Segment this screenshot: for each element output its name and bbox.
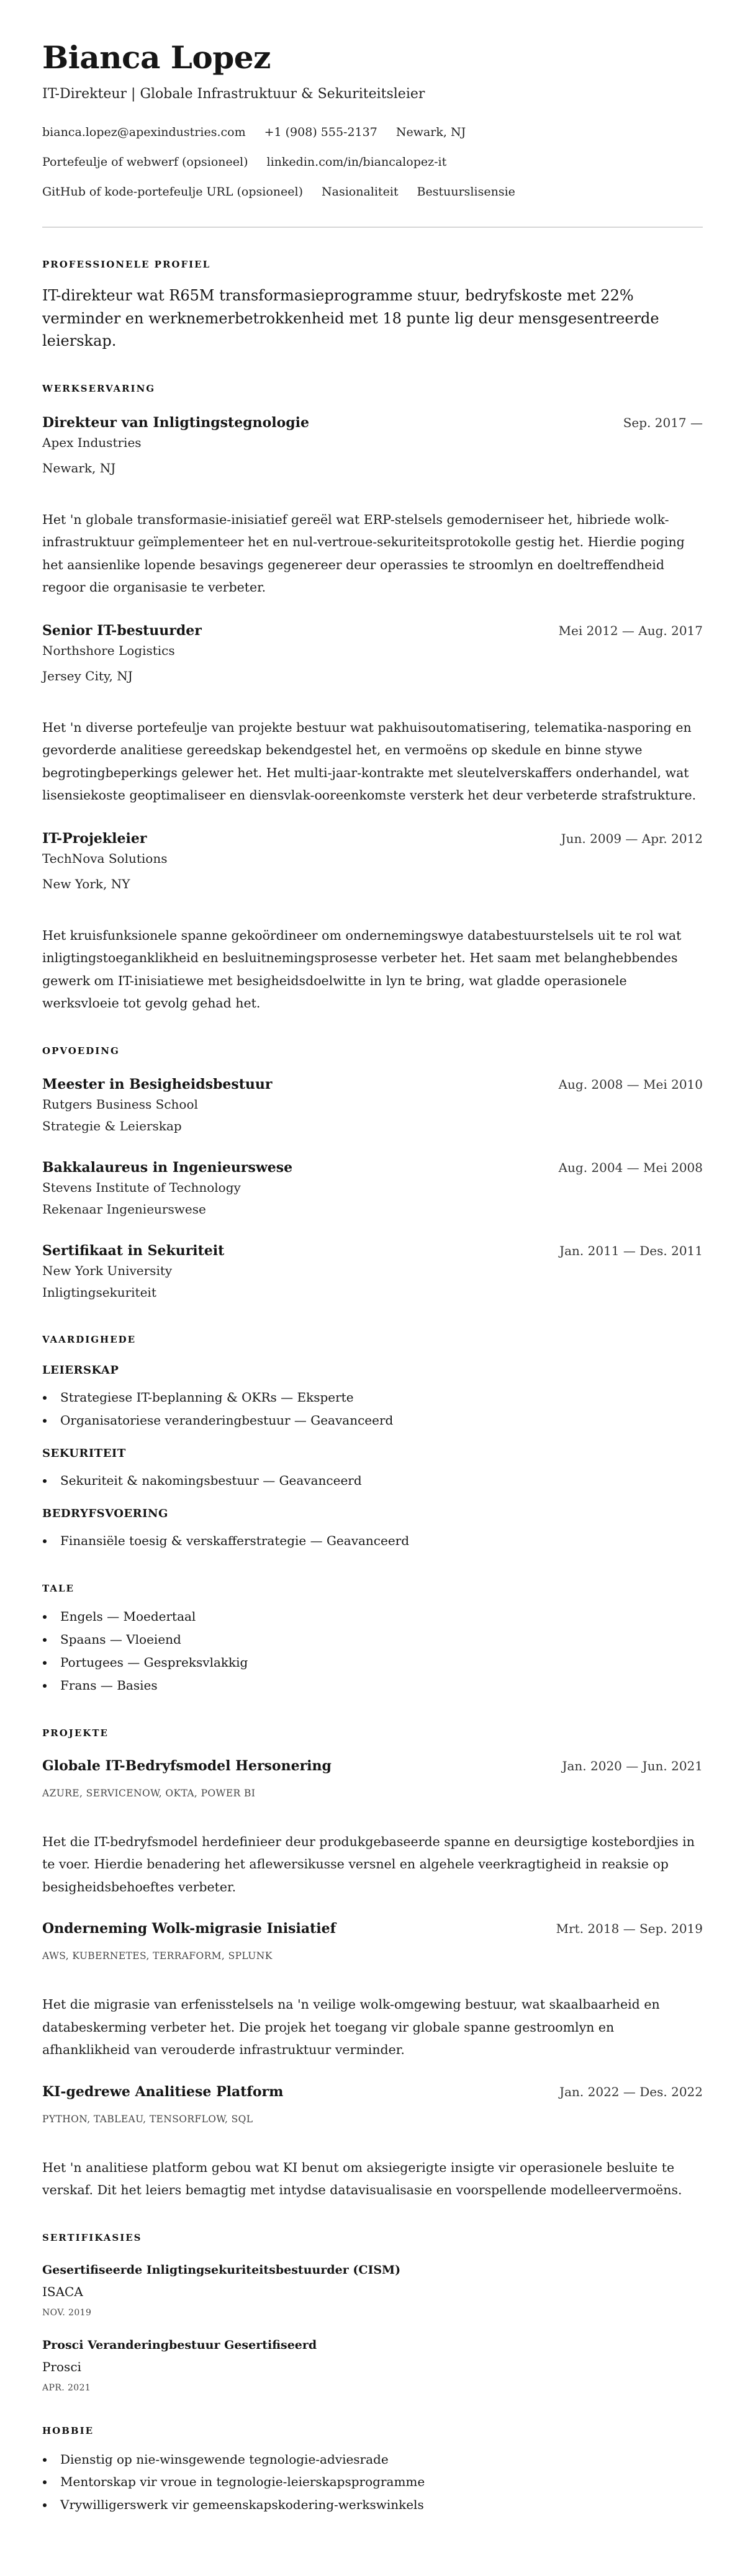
profile-section [42, 258, 703, 353]
contact-github[interactable]: GitHub of kode-portefeulje URL (opsioneel) [42, 185, 303, 199]
job-title: Direkteur van Inligtingstegnologie [42, 414, 310, 431]
education-entry [42, 1158, 703, 1220]
education-dates: Jan. 2011 — Des. 2011 [559, 1243, 703, 1258]
contact-nationality: Nasionaliteit [322, 185, 399, 199]
section-heading: WERKSERVARING [42, 382, 156, 394]
project-description: Het die IT-bedryfsmodel herdefinieer deur produkgebaseerde spanne en deursigtige kostebordjies in te voer. Hierdie benadering het aflewersikusse versnel en algehele veerkragtigheid in reaksie op besigheidsbehoeftes verbeter. [42, 1834, 695, 1894]
field-of-study: Strategie & Leierskap [42, 1118, 182, 1133]
project-tech-stack: PYTHON, TABLEAU, TENSORFLOW, SQL [42, 2113, 253, 2125]
skill-group-heading: LEIERSKAP [42, 1363, 119, 1377]
job-entry [42, 621, 703, 807]
candidate-name: Bianca Lopez [42, 39, 271, 76]
contact-drivers-license: Bestuurslisensie [417, 185, 515, 199]
degree-title: Meester in Besigheidsbestuur [42, 1076, 273, 1092]
job-company: Apex Industries [42, 435, 142, 450]
section-heading: SERTIFIKASIES [42, 2231, 142, 2243]
project-dates: Mrt. 2018 — Sep. 2019 [556, 1921, 703, 1936]
resume-header [42, 39, 703, 201]
language-item: Spaans — Vloeiend [42, 1628, 703, 1651]
language-list [42, 1605, 703, 1697]
certification-entry [42, 2336, 703, 2395]
certification-date: NOV. 2019 [42, 2307, 92, 2318]
job-title: IT-Projekleier [42, 830, 147, 847]
project-entry [42, 1757, 703, 1899]
languages-section [42, 1582, 703, 1697]
skill-item: Finansiële toesig & verskafferstrategie — Geavanceerd [42, 1529, 703, 1552]
job-dates: Sep. 2017 — [623, 415, 703, 430]
section-heading: VAARDIGHEDE [42, 1333, 137, 1345]
institution: Stevens Institute of Technology [42, 1179, 241, 1195]
job-location: Newark, NJ [42, 460, 116, 475]
education-entry [42, 1075, 703, 1137]
section-heading: OPVOEDING [42, 1045, 120, 1056]
job-dates: Mei 2012 — Aug. 2017 [558, 623, 703, 638]
certification-title: Prosci Veranderingbestuur Gesertifiseerd [42, 2338, 317, 2352]
section-heading: HOBBIE [42, 2425, 94, 2436]
hobby-item: Mentorskap vir vroue in tegnologie-leierskapsprogramme [42, 2470, 703, 2493]
contact-row [42, 153, 703, 171]
skill-group-heading: BEDRYFSVOERING [42, 1506, 168, 1520]
contact-row [42, 123, 703, 142]
section-heading: PROFESSIONELE PROFIEL [42, 259, 211, 270]
certification-issuer: ISACA [42, 2284, 83, 2299]
project-dates: Jan. 2020 — Jun. 2021 [562, 1758, 703, 1773]
certification-title: Gesertifiseerde Inligtingsekuriteitsbestuurder (CISM) [42, 2263, 401, 2277]
contact-location: Newark, NJ [395, 125, 466, 139]
job-company: Northshore Logistics [42, 642, 175, 658]
education-dates: Aug. 2008 — Mei 2010 [558, 1076, 703, 1092]
job-dates: Jun. 2009 — Apr. 2012 [561, 831, 703, 846]
header-divider [42, 227, 703, 228]
section-heading: TALE [42, 1582, 74, 1594]
profile-summary: IT-direkteur wat R65M transformasieprogramme stuur, bedryfskoste met 22% verminder en werknemerbetrokkenheid met 18 punte lig deur mensgesentreerde leierskap. [42, 287, 659, 349]
skill-item: Strategiese IT-beplanning & OKRs — Eksperte [42, 1386, 703, 1409]
language-item: Frans — Basies [42, 1674, 703, 1697]
hobby-list [42, 2448, 703, 2516]
job-title: Senior IT-bestuurder [42, 622, 202, 639]
skill-list [42, 1386, 703, 1432]
job-location: New York, NY [42, 876, 130, 891]
education-entry [42, 1241, 703, 1304]
job-description: Het 'n globale transformasie-inisiatief gereël wat ERP-stelsels gemoderniseer het, hibriede wolk-infrastruktuur geïmplementeer het en nul-vertroue-sekuriteitsprotokolle gestig het. Hierdie poging het aansienlike lopende besavings gegenereer deur operassies te stroomlyn en doeltreffendheid regoor die organisasie te verbeter. [42, 511, 685, 595]
skill-group-heading: SEKURITEIT [42, 1446, 126, 1460]
institution: Rutgers Business School [42, 1096, 198, 1112]
job-entry [42, 829, 703, 1015]
degree-title: Sertifikaat in Sekuriteit [42, 1242, 225, 1259]
job-description: Het 'n diverse portefeulje van projekte bestuur wat pakhuisoutomatisering, telematika-nasporing en gevorderde analitiese gereedskap bekendgestel het, en vermoëns op skedule en binne stywe begrotingbeperkings gelewer het. Het multi-jaar-kontrakte met sleutelverskaffers onderhandel, wat lisensiekoste geoptimaliseer en diensvlak-ooreenkomste versterk het deur verbeterde strafstrukture. [42, 719, 697, 803]
project-dates: Jan. 2022 — Des. 2022 [559, 2084, 703, 2099]
hobby-item: Dienstig op nie-winsgewende tegnologie-adviesrade [42, 2448, 703, 2471]
project-entry [42, 2083, 703, 2202]
candidate-headline: IT-Direkteur | Globale Infrastruktuur & Sekuriteitsleier [42, 86, 425, 102]
degree-title: Bakkalaureus in Ingenieurswese [42, 1159, 293, 1176]
language-item: Engels — Moedertaal [42, 1605, 703, 1628]
education-dates: Aug. 2004 — Mei 2008 [558, 1160, 703, 1175]
job-entry [42, 413, 703, 599]
skill-item: Organisatoriese veranderingbestuur — Geavanceerd [42, 1409, 703, 1432]
project-description: Het 'n analitiese platform gebou wat KI benut om aksiegerigte insigte vir operasionele besluite te verskaf. Dit het leiers bemagtig met intydse datavisualisasie en voorspellende modelleervermoëns. [42, 2159, 682, 2197]
skill-list [42, 1469, 703, 1492]
skill-item: Sekuriteit & nakomingsbestuur — Geavanceerd [42, 1469, 703, 1492]
institution: New York University [42, 1263, 173, 1278]
project-entry [42, 1919, 703, 2061]
project-title: KI-gedrewe Analitiese Platform [42, 2083, 284, 2100]
certification-date: APR. 2021 [42, 2382, 91, 2393]
contact-phone[interactable]: +1 (908) 555-2137 [264, 125, 377, 139]
job-description: Het kruisfunksionele spanne gekoördineer om ondernemingswye databestuurstelsels uit te rol wat inligtingstoeganklikheid en besluitnemingsprosesse verbeter het. Het saam met belanghebbendes gewerk om IT-inisiatiewe met besigheidsdoelwitte in lyn te bring, wat gladde operasionele werksvloeie tot gevolg gehad het. [42, 927, 682, 1011]
project-description: Het die migrasie van erfenisstelsels na 'n veilige wolk-omgewing bestuur, wat skaalbaarheid en databeskerming verbeter het. Die projek het toegang vir globale spanne gestroomlyn en afhanklikheid van verouderde infrastruktuur verminder. [42, 1997, 660, 2057]
projects-section [42, 1727, 703, 2202]
language-item: Portugees — Gespreksvlakkig [42, 1651, 703, 1674]
project-tech-stack: AZURE, SERVICENOW, OKTA, POWER BI [42, 1787, 256, 1799]
field-of-study: Rekenaar Ingenieurswese [42, 1201, 206, 1217]
project-tech-stack: AWS, KUBERNETES, TERRAFORM, SPLUNK [42, 1950, 273, 1961]
contact-portfolio[interactable]: Portefeulje of webwerf (opsioneel) [42, 155, 248, 169]
certification-issuer: Prosci [42, 2359, 81, 2374]
education-section [42, 1045, 703, 1304]
contact-row [42, 182, 703, 201]
hobby-item: Vrywilligerswerk vir gemeenskapskodering-werkswinkels [42, 2493, 703, 2516]
hobbies-section [42, 2425, 703, 2516]
certification-entry [42, 2261, 703, 2320]
job-location: Jersey City, NJ [42, 668, 133, 683]
contact-linkedin[interactable]: linkedin.com/in/biancalopez-it [266, 155, 447, 169]
skill-list [42, 1529, 703, 1552]
field-of-study: Inligtingsekuriteit [42, 1284, 156, 1300]
contact-email[interactable]: bianca.lopez@apexindustries.com [42, 125, 246, 139]
experience-section [42, 382, 703, 1015]
certifications-section [42, 2231, 703, 2395]
section-heading: PROJEKTE [42, 1727, 109, 1739]
project-title: Onderneming Wolk-migrasie Inisiatief [42, 1921, 336, 1937]
job-company: TechNova Solutions [42, 850, 168, 866]
skills-section [42, 1333, 703, 1552]
project-title: Globale IT-Bedryfsmodel Hersonering [42, 1757, 332, 1774]
